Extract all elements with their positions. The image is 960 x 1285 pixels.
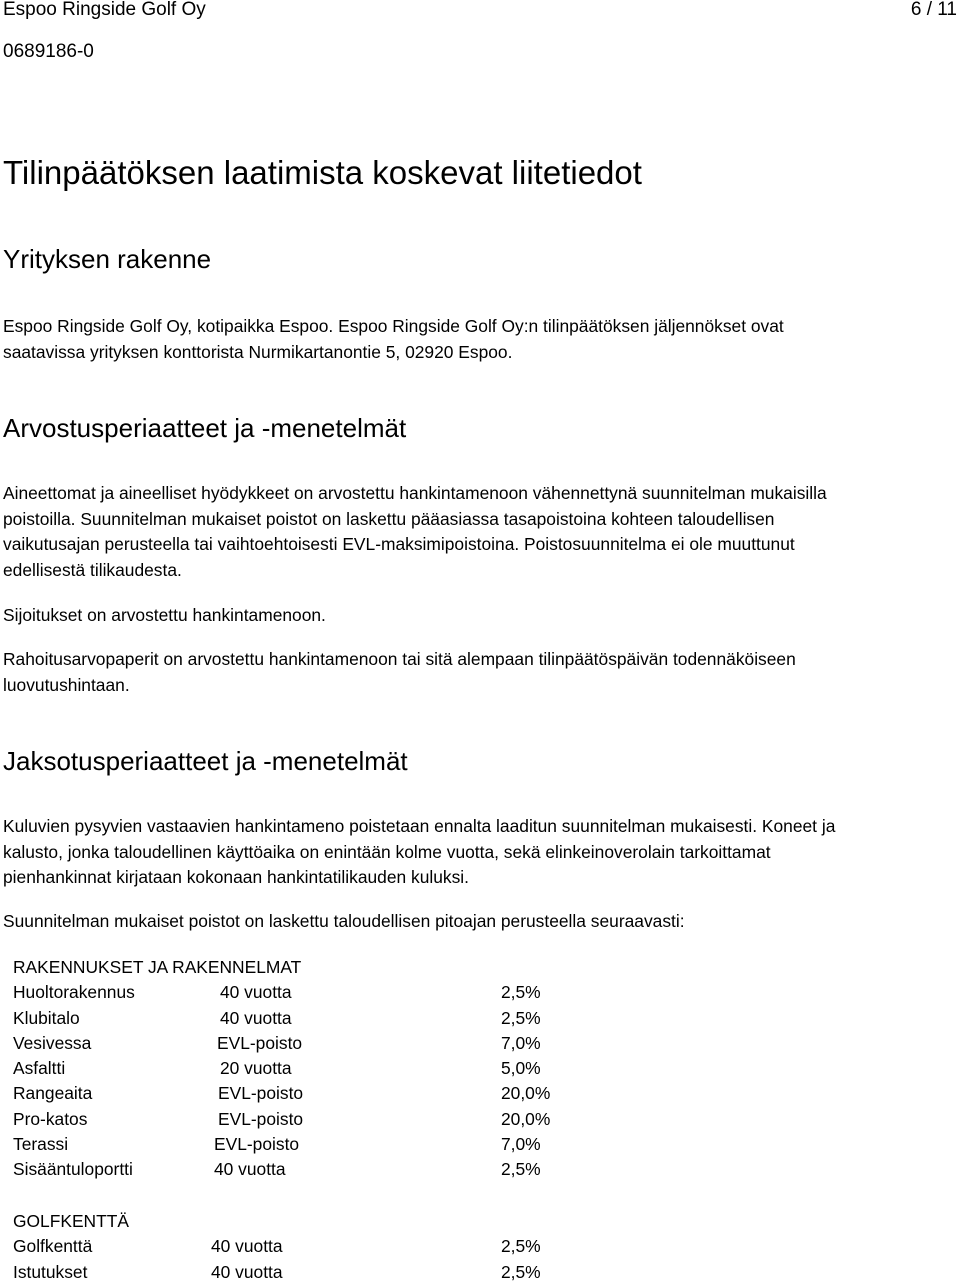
text-line: Espoo Ringside Golf Oy, kotipaikka Espoo. Espoo Ringside Golf Oy:n tilinpäätöksen jäljennökset ovat [3, 316, 784, 336]
depreciation-rate: 7,0% [501, 1032, 541, 1053]
paragraph-company-structure [3, 314, 943, 365]
asset-name: Vesivessa [13, 1032, 92, 1053]
paragraph-valuation-securities [3, 647, 943, 698]
depreciation-rate: 2,5% [501, 982, 541, 1003]
depreciation-period: EVL-poisto [214, 1134, 300, 1155]
table-row [13, 1081, 551, 1106]
depreciation-period: 20 vuotta [220, 1058, 292, 1079]
group-title: GOLFKENTTÄ [13, 1211, 129, 1231]
group-title: RAKENNUKSET JA RAKENNELMAT [13, 957, 302, 977]
depreciation-period: EVL-poisto [218, 1083, 304, 1104]
paragraph-accrual [3, 814, 943, 891]
text-line: saatavissa yrityksen konttorista Nurmikartanontie 5, 02920 Espoo. [3, 341, 513, 362]
asset-name: Pro-katos [13, 1108, 88, 1129]
depreciation-rate: 2,5% [501, 1261, 541, 1282]
table-row [13, 1107, 551, 1132]
depreciation-table-golf-course [13, 1209, 541, 1285]
depreciation-period: EVL-poisto [218, 1108, 304, 1129]
depreciation-rate: 5,0% [501, 1058, 541, 1079]
text-line: poistoilla. Suunnitelman mukaiset poistot on laskettu pääasiassa tasapoistoina kohteen taloudellisen [3, 508, 775, 529]
text-line: edellisestä tilikaudesta. [3, 559, 182, 580]
depreciation-rate: 2,5% [501, 1007, 541, 1028]
asset-name: Sisääntuloportti [13, 1159, 133, 1180]
page-number: 6 / 11 [910, 0, 957, 20]
asset-name: Golfkenttä [13, 1236, 93, 1257]
depreciation-rate: 20,0% [501, 1083, 551, 1104]
asset-name: Huoltorakennus [13, 982, 135, 1003]
asset-name: Asfaltti [13, 1058, 66, 1079]
paragraph-depreciation-intro: Suunnitelman mukaiset poistot on laskettu taloudellisen pitoajan perusteella seuraavasti: [3, 911, 685, 931]
heading-valuation-principles: Arvostusperiaatteet ja -menetelmät [3, 413, 407, 443]
text-line: Aineettomat ja aineelliset hyödykkeet on arvostettu hankintamenoon vähennettynä suunnitelman mukaisilla [3, 483, 827, 503]
depreciation-period: 40 vuotta [220, 982, 292, 1003]
table-row [13, 1056, 541, 1081]
table-row [13, 1157, 541, 1182]
text-line: kalusto, jonka taloudellinen käyttöaika on enintään kolme vuotta, sekä elinkeinoverolain tarkoittamat [3, 841, 771, 862]
depreciation-rate: 2,5% [501, 1159, 541, 1180]
table-row [13, 1132, 541, 1157]
text-line: luovutushintaan. [3, 674, 130, 695]
depreciation-table-buildings [13, 955, 551, 1183]
text-line: Rahoitusarvopaperit on arvostettu hankintamenoon tai sitä alempaan tilinpäätöspäivän todennäköiseen [3, 649, 796, 669]
depreciation-rate: 7,0% [501, 1134, 541, 1155]
depreciation-period: 40 vuotta [211, 1261, 283, 1282]
depreciation-rate: 2,5% [501, 1236, 541, 1257]
document-title: Tilinpäätöksen laatimista koskevat liitetiedot [3, 154, 642, 191]
text-line: Kuluvien pysyvien vastaavien hankintameno poistetaan ennalta laaditun suunnitelman mukaisesti. Koneet ja [3, 816, 836, 836]
depreciation-rate: 20,0% [501, 1108, 551, 1129]
business-id: 0689186-0 [3, 41, 94, 62]
heading-company-structure: Yrityksen rakenne [3, 244, 212, 274]
table-row [13, 1031, 541, 1056]
depreciation-period: EVL-poisto [217, 1032, 303, 1053]
company-name: Espoo Ringside Golf Oy [3, 0, 206, 20]
paragraph-valuation-assets [3, 481, 943, 583]
asset-name: Klubitalo [13, 1007, 80, 1028]
table-row [13, 1260, 541, 1285]
text-line: vaikutusajan perusteella tai vaihtoehtoisesti EVL-maksimipoistoina. Poistosuunnitelma ei ole muuttunut [3, 534, 795, 554]
table-row [13, 1234, 541, 1259]
table-row [13, 980, 541, 1005]
asset-name: Istutukset [13, 1261, 88, 1282]
page-header [3, 0, 957, 22]
heading-accrual-principles: Jaksotusperiaatteet ja -menetelmät [3, 746, 408, 776]
paragraph-valuation-investments: Sijoitukset on arvostettu hankintamenoon. [3, 605, 326, 625]
text-line: pienhankinnat kirjataan kokonaan hankintatilikauden kuluksi. [3, 867, 469, 887]
table-row [13, 1006, 541, 1031]
asset-name: Terassi [13, 1134, 69, 1155]
depreciation-period: 40 vuotta [214, 1159, 286, 1180]
asset-name: Rangeaita [13, 1083, 93, 1104]
depreciation-period: 40 vuotta [211, 1236, 283, 1257]
depreciation-period: 40 vuotta [220, 1007, 292, 1028]
